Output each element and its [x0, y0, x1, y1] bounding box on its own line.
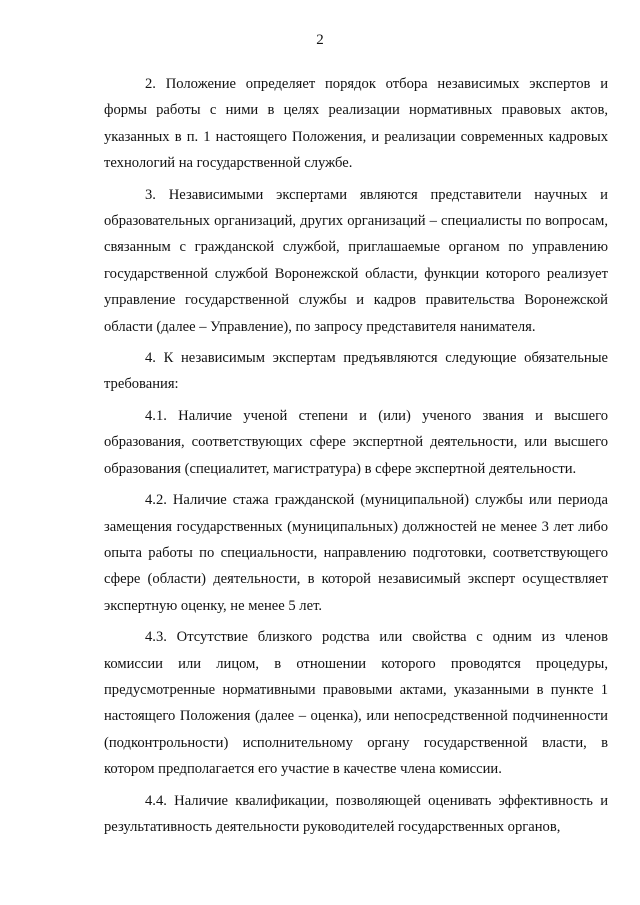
paragraph-3: 3. Независимыми экспертами являются представители научных и образовательных организаций, других организаций – специалисты по вопросам, связанным с гражданской службой, приглашаемые органом по управлению государственной службой Воронежской области, функции которого реализует управление государственной службы и кадров правительства Воронежской области (далее – Управление), по запросу представителя нанимателя.	[104, 186, 608, 335]
paragraph-2: 2. Положение определяет порядок отбора независимых экспертов и формы работы с ними в целях реализации нормативных правовых актов, указанных в п. 1 настоящего Положения, и реализации современных кадровых технологий на государственной службе.	[104, 76, 608, 172]
paragraph-4-4: 4.4. Наличие квалификации, позволяющей оценивать эффективность и результативность деятельности руководителей государственных органов,	[104, 792, 608, 835]
paragraph-4: 4. К независимым экспертам предъявляются следующие обязательные требования:	[104, 350, 608, 393]
paragraph-4-3: 4.3. Отсутствие близкого родства или свойства с одним из членов комиссии или лицом, в отношении которого проводятся процедуры, предусмотренные нормативными правовыми актами, указанными в пункте 1 настоящего Положения (далее – оценка), или непосредственной подчиненности (подконтрольности) исполнительному органу государственной власти, в котором предполагается его участие в качестве члена комиссии.	[104, 629, 608, 778]
paragraph-4-2: 4.2. Наличие стажа гражданской (муниципальной) службы или периода замещения государственных (муниципальных) должностей не менее 3 лет либо опыта работы по специальности, направлению подготовки, соответствующего сфере (области) деятельности, в которой независимый эксперт осуществляет экспертную оценку, не менее 5 лет.	[104, 492, 608, 614]
page-number: 2	[316, 32, 324, 48]
paragraph-4-1: 4.1. Наличие ученой степени и (или) ученого звания и высшего образования, соответствующих сфере экспертной деятельности, или высшего образования (специалитет, магистратура) в сфере экспертной деятельности.	[104, 407, 608, 477]
